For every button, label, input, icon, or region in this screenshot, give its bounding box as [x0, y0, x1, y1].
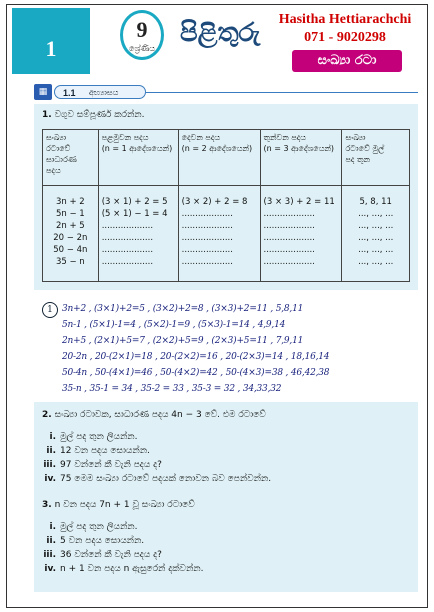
header-line: (n = 1 ආදේශයෙන්) [101, 144, 173, 153]
general-term: 5n − 1 [55, 209, 85, 219]
header-line: තුන්වන පදය [263, 133, 307, 142]
general-terms-cell [43, 186, 99, 282]
exercise-word: අභ්‍යාසය [89, 88, 119, 97]
item-label: ii. [46, 446, 56, 456]
answer-line: 2n+5 , (2×1)+5=7 , (2×2)+5=9 , (2×3)+5=11 , 7,9,11 [62, 336, 304, 346]
header-first-three [342, 130, 410, 186]
third-term: ................... [263, 221, 315, 231]
header-line: (n = 3 ආදේශයෙන්) [263, 144, 335, 153]
first-term: (3 × 1) + 2 = 5 [101, 197, 168, 207]
question-3-item [40, 522, 137, 532]
sequence-table [42, 129, 410, 282]
question-2-text: සංඛ්‍යා රටාවක, සාධාරණ පදය 4n − 3 වේ. එම රටාවේ [54, 410, 266, 420]
third-term: ................... [263, 209, 315, 219]
item-label: iv. [44, 474, 56, 484]
item-text: මුල් පද තුන ලියන්න. [60, 522, 138, 532]
second-term: ................... [181, 245, 233, 255]
third-terms-cell [260, 186, 342, 282]
item-text: 5 වන පදය සොයන්න. [60, 536, 145, 546]
first-three-cell [342, 186, 410, 282]
second-term: (3 × 2) + 2 = 8 [181, 197, 248, 207]
first-term: ................... [101, 245, 154, 255]
third-term: ................... [263, 245, 315, 255]
grade-label: ශ්‍රේණිය [129, 44, 155, 53]
question-3-item [40, 564, 203, 574]
third-term: ................... [263, 233, 315, 243]
item-label: iv. [44, 564, 56, 574]
item-text: n + 1 වන පදය n ඇසුරෙන් දක්වන්න. [60, 564, 204, 574]
answer-line: 3n+2 , (3×1)+2=5 , (3×2)+2=8 , (3×3)+2=11 , 5,8,11 [62, 304, 304, 314]
first-three: ..., ..., ... [358, 233, 394, 243]
item-text: 97 වන්නේ කී වැනි පදය ද? [60, 460, 162, 470]
answer-line: 35-n , 35-1 = 34 , 35-2 = 33 , 35-3 = 32 , 34,33,32 [62, 384, 282, 394]
second-term: ................... [181, 209, 233, 219]
unit-number: 1 [45, 36, 57, 61]
first-three: ..., ..., ... [358, 209, 394, 219]
second-term: ................... [181, 233, 233, 243]
question-3-item [40, 550, 162, 560]
item-label: ii. [46, 536, 56, 546]
header-line: පළමුවන පදය [101, 133, 149, 142]
general-term: 3n + 2 [55, 197, 85, 207]
first-three: 5, 8, 11 [359, 197, 392, 207]
question-2-item [40, 446, 150, 456]
first-three: ..., ..., ... [358, 257, 394, 267]
item-label: i. [49, 522, 56, 532]
header-line: සංඛ්‍යා [46, 133, 67, 142]
question-3-number: 3. [42, 500, 52, 510]
header-line: (n = 2 ආදේශයෙන්) [181, 144, 253, 153]
answer-line: 5n-1 , (5×1)-1=4 , (5×2)-1=9 , (5×3)-1=14 , 4,9,14 [62, 320, 286, 330]
question-3-item [40, 536, 144, 546]
first-three: ..., ..., ... [358, 245, 394, 255]
page-header [12, 8, 422, 74]
question-1 [42, 110, 144, 120]
second-terms-cell [178, 186, 260, 282]
general-term: 50 − 4n [53, 245, 88, 255]
header-general-term [43, 130, 99, 186]
grade-number: 9 [136, 17, 148, 42]
general-term: 2n + 5 [55, 221, 85, 231]
first-term: (5 × 1) − 1 = 4 [101, 209, 168, 219]
item-text: 75 මෙම සංඛ්‍යා රටාවේ පදයක් නොවන බව පෙන්වන්න. [60, 474, 272, 484]
divider [146, 92, 418, 93]
topic-badge: සංඛ්‍යා රටා [292, 50, 402, 72]
exercise-number: 1.1 [63, 88, 76, 98]
header-line: පදය [46, 166, 61, 175]
item-text: 36 වන්නේ කී වැනි පදය ද? [60, 550, 162, 560]
first-three: ..., ..., ... [358, 221, 394, 231]
third-term: (3 × 3) + 2 = 11 [263, 197, 335, 207]
header-line: දෙවන පදය [181, 133, 221, 142]
calculator-icon: ▦ [34, 84, 52, 100]
first-term: ................... [101, 233, 154, 243]
second-term: ................... [181, 221, 233, 231]
page-title: පිළිතුරු [180, 18, 261, 48]
header-line: සංඛ්‍යා [345, 133, 366, 142]
author-name: Hasitha Hettiarachchi [278, 12, 412, 27]
item-text: 12 වන පදය සොයන්න. [60, 446, 150, 456]
header-line: රටාවේ මුල් [345, 144, 385, 153]
exercise-bar [34, 84, 418, 100]
table-body-row [43, 186, 410, 282]
header-line: රටාවේ [46, 144, 71, 153]
question-3 [42, 500, 195, 510]
handwritten-answers [42, 302, 412, 398]
grade-badge [120, 10, 164, 60]
unit-block [12, 8, 90, 74]
item-text: මුල් පද තුන ලියන්න. [60, 432, 138, 442]
header-line: පද තුන [345, 155, 370, 164]
question-2-item [40, 474, 271, 484]
question-1-text: වගුව සම්පූර්ණ කරන්න. [54, 110, 145, 120]
question-2-item [40, 432, 137, 442]
header-line: සාධාරණ [46, 155, 77, 164]
answer-line: 20-2n , 20-(2×1)=18 , 20-(2×2)=16 , 20-(2×3)=14 , 18,16,14 [62, 352, 330, 362]
exercise-label [54, 85, 146, 99]
answer-marker: 1 [42, 302, 58, 318]
header-first-term [98, 130, 178, 186]
question-3-text: n වන පදය 7n + 1 වූ සංඛ්‍යා රටාවේ [54, 500, 195, 510]
question-1-number: 1. [42, 110, 52, 120]
general-term: 35 − n [55, 257, 85, 267]
item-label: iii. [43, 460, 56, 470]
general-term: 20 − 2n [53, 233, 88, 243]
third-term: ................... [263, 257, 315, 267]
first-term: ................... [101, 257, 154, 267]
table-header-row [43, 130, 410, 186]
author-phone: 071 - 9020298 [304, 30, 386, 45]
header-second-term [178, 130, 260, 186]
question-2-number: 2. [42, 410, 52, 420]
item-label: i. [49, 432, 56, 442]
first-terms-cell [98, 186, 178, 282]
second-term: ................... [181, 257, 233, 267]
item-label: iii. [43, 550, 56, 560]
first-term: ................... [101, 221, 154, 231]
question-2 [42, 410, 266, 420]
answer-line: 50-4n , 50-(4×1)=46 , 50-(4×2)=42 , 50-(4×3)=38 , 46,42,38 [62, 368, 330, 378]
header-third-term [260, 130, 342, 186]
question-2-item [40, 460, 162, 470]
